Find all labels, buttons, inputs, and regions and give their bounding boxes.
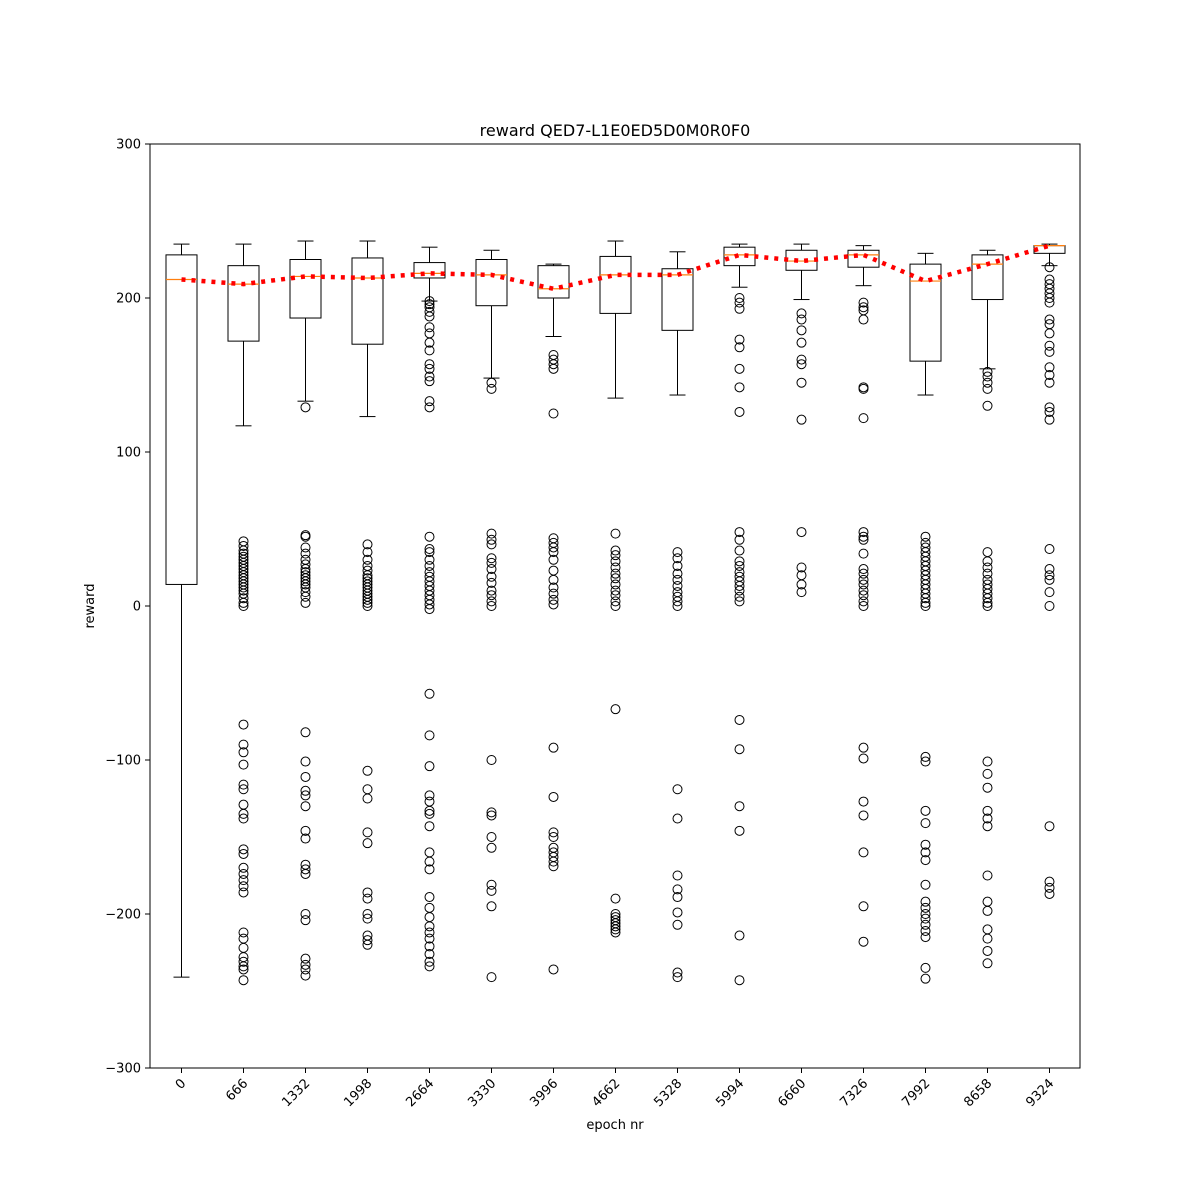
x-tick-label: 3996	[527, 1076, 562, 1111]
x-tick-label: 5328	[651, 1076, 686, 1111]
x-tick-label: 666	[223, 1076, 252, 1105]
x-tick-label: 4662	[589, 1076, 624, 1111]
y-tick-label: −100	[105, 753, 141, 769]
x-tick-label: 8658	[961, 1076, 996, 1111]
chart-title: reward QED7-L1E0ED5D0M0R0F0	[479, 121, 751, 140]
y-axis-label: reward	[83, 583, 98, 629]
x-tick-label: 3330	[465, 1076, 500, 1111]
x-tick-label: 2664	[403, 1076, 438, 1111]
x-tick-label: 5994	[713, 1076, 748, 1111]
x-tick-label: 0	[172, 1076, 190, 1093]
y-tick-label: 300	[116, 137, 141, 153]
y-tick-label: −300	[105, 1061, 141, 1077]
y-tick-label: 0	[132, 599, 141, 615]
x-tick-label: 7992	[899, 1076, 934, 1111]
y-tick-label: 200	[116, 291, 141, 307]
y-tick-label: −200	[105, 907, 141, 923]
x-axis-label: epoch nr	[586, 1118, 644, 1133]
x-tick-label: 7326	[837, 1076, 872, 1111]
y-tick-label: 100	[116, 445, 141, 461]
x-tick-label: 6660	[775, 1076, 810, 1111]
x-tick-label: 1998	[341, 1076, 376, 1111]
x-tick-label: 1332	[279, 1076, 314, 1111]
x-tick-label: 9324	[1023, 1076, 1058, 1111]
